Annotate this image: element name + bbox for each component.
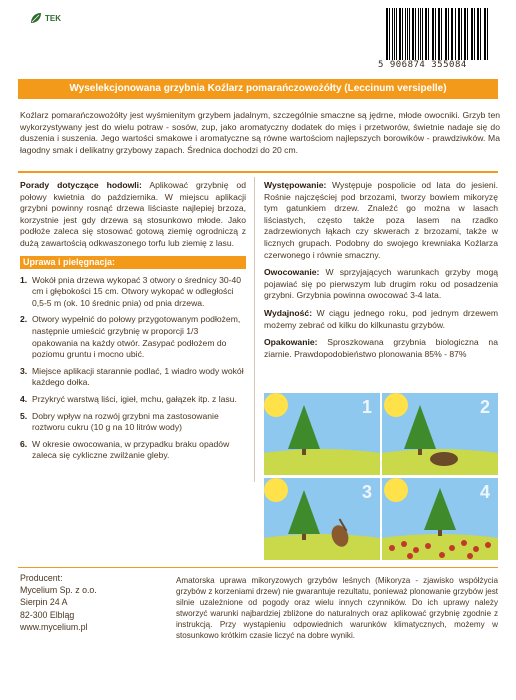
package-section: Opakowanie: Sproszkowana grzybnia biologiczna na ziarnie. Prawdopodobieństwo plonowania 85% - 87% (264, 337, 498, 359)
panel-number: 2 (479, 397, 490, 417)
product-title-banner: Wyselekcjonowana grzybnia Koźlarz pomarańczowożółty (Leccinum versipelle) (18, 79, 498, 99)
list-item: 5. Dobry wpływ na rozwój grzybni ma zastosowanie roztworu cukru (10 g na 10 litrów wody) (20, 410, 219, 433)
yield-section: Wydajność: W ciągu jednego roku, pod jednym drzewem możemy zebrać od kilku do kilkunastu grzybów. (264, 307, 499, 330)
panel-number: 1 (361, 397, 372, 417)
intro-paragraph: Koźlarz pomarańczowożółty jest wyśmienitym grzybem jadalnym, szczególnie smaczne są jędrne, młode owocniki. Grzyb ten wykorzystywany jest do wielu potraw - sosów, zup, jako aromatyczny dodatek do mięs i przetworów, świetnie nadaje się do duszenia i suszenia. Jego wartości smakowe i aromatyczne są równe wartościom najlepszych borowików - prawdziwków. Ma łagodny smak i delikatny grzybowy zapach. Średnica dochodzi do 20 cm. (20, 110, 500, 156)
section-divider (18, 171, 498, 173)
list-item: 1. Wokół pnia drzewa wykopać 3 otwory o średnicy 30-40 cm i głębokości 15 cm. Otwory wykopać w odległości 0,5-5 m (ok. 10 średnic pnia) od pnia drzewa. (20, 274, 242, 308)
barcode-number: 5 906874 355084 (378, 60, 467, 70)
brand-name: TEK (45, 13, 61, 23)
disclaimer-text: Amatorska uprawa mikoryzowych grzybów leśnych (Mikoryza - zjawisko współżycia grzybów z korzeniami drzew) nie gwarantuje rezultatu, ponieważ plonowanie grzybów jest silnie uzależnione od pogody oraz wielu innych czynników. Do ich uprawy należy stworzyć warunki najbardziej zbliżone do naturalnych oraz aplikować grzybnię zgodnie z instrukcją. Przy wystąpieniu odpowiednich warunków klimatycznych, możemy w stosunkowo krótkim czasie liczyć na dobre wyniki. (176, 576, 498, 640)
column-divider (254, 177, 255, 482)
hints-label: Porady dotyczące hodowli: (20, 180, 142, 190)
producer-website: www.mycelium.pl (20, 621, 88, 632)
illustration-step-3 (264, 478, 380, 560)
illustration-step-4 (382, 478, 498, 560)
panel-number: 3 (361, 482, 372, 502)
producer-city: 82-300 Elbląg (20, 609, 75, 620)
producer-label: Producent: (20, 573, 63, 583)
barcode (378, 8, 498, 70)
panel-number: 4 (479, 482, 490, 502)
illustration-step-2 (382, 393, 498, 475)
list-item: 3. Miejsce aplikacji starannie podlać, 1 wiadro wody wokół każdego dołka. (20, 365, 244, 388)
producer-company: Mycelium Sp. z o.o. (20, 585, 97, 596)
left-column (20, 180, 246, 467)
disclaimer (176, 575, 498, 641)
list-item: 6. W okresie owocowania, w przypadku braku opadów zaleca się cykliczne zwilżanie gleby. (20, 438, 230, 461)
footer-divider (18, 567, 498, 568)
hints-text: Aplikować grzybnię od połowy kwietnia do października. W miejscu aplikacji grzybni powinny rosnąć drzewa liściaste najlepiej brzoza, korzystnie jest gdy drzewa są stosunkowo młode. Jako podłoże zaleca się stosować gotową ziemię ogrodniczą z dużą zawartością odkwaszonego torfu lub ziemię z lasu. (20, 180, 246, 248)
list-item: 2. Otwory wypełnić do połowy przygotowanym podłożem, następnie umieścić grzybnię w proporcji 1/3 opakowania na każdy otwór. Zasypać podłożem do poziomu gruntu i mocno ubić. (20, 314, 241, 360)
brand-logo (30, 12, 61, 24)
steps-list (20, 275, 246, 462)
producer-street: Sierpin 24 A (20, 597, 68, 608)
right-column (264, 180, 498, 366)
list-item: 4. Przykryć warstwą liści, igieł, mchu, gałązek itp. z lasu. (20, 393, 237, 404)
care-header: Uprawa i pielęgnacja: (20, 256, 246, 269)
fruiting-section: Owocowanie: W sprzyjających warunkach grzyby mogą pojawiać się po pierwszym lub drugim roku od posadzenia grzybni. Grzybnia powinna owocować 3-4 lata. (264, 267, 499, 301)
illustration-step-1 (264, 393, 380, 475)
cultivation-hints (20, 180, 246, 250)
leaf-icon (30, 12, 42, 24)
occurrence-section: Występowanie: Występuje pospolicie od lata do jesieni. Rośnie najczęściej pod brzozami, tworzy bowiem mikoryzę tym gatunkiem drzew. Znaleźć go można w lasach liściastych, często także poza lasem na rzadko zadrzewionych łąkach czy skwerach z brzozami, także w licznych grupach. Podobny do swojego krewniaka Koźlarza czerwonego i równie smaczny. (264, 180, 498, 260)
producer-info (20, 572, 97, 633)
barcode-bars (386, 8, 490, 60)
